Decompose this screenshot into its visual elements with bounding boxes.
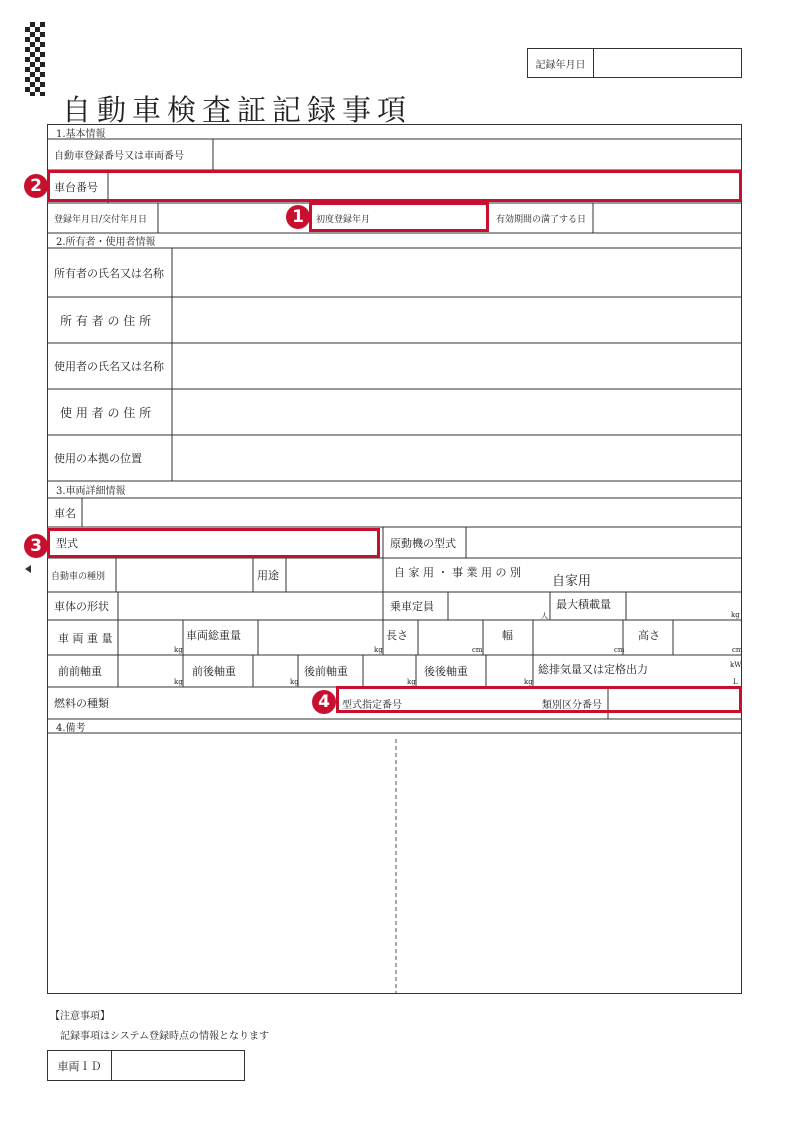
- owner-name-label: 所有者の氏名又は名称: [54, 266, 164, 280]
- displacement-label: 総排気量又は定格出力: [538, 663, 648, 676]
- unit-kg-rra: kg: [524, 678, 533, 686]
- callout-badge-2: 2: [24, 174, 48, 198]
- highlight-first-registration: [309, 202, 489, 232]
- section-owner: 2.所有者・使用者情報: [56, 237, 156, 248]
- vehicle-kind-label: 自動車の種別: [51, 571, 106, 582]
- user-address-label: 使 用 者 の 住 所: [60, 405, 152, 420]
- unit-cm-width: cm: [614, 646, 625, 654]
- notes-text: 記録事項はシステム登録時点の情報となります: [60, 1031, 269, 1042]
- highlight-type-designation: [336, 686, 742, 713]
- callout-badge-1: 1: [286, 205, 310, 229]
- private-business-label: 自 家 用 ・ 事 業 用 の 別: [394, 566, 521, 579]
- section-vehicle: 3.車両詳細情報: [56, 486, 126, 497]
- front-rear-axle-label: 前後軸重: [192, 665, 236, 678]
- unit-kw: kW: [730, 661, 742, 669]
- length-label: 長さ: [386, 629, 408, 642]
- unit-kg-weight: kg: [174, 646, 183, 654]
- highlight-model: [47, 528, 380, 558]
- record-date-label: 記録年月日: [528, 49, 594, 77]
- callout-badge-4: 4: [312, 690, 336, 714]
- unit-kg-gross: kg: [374, 646, 383, 654]
- height-label: 高さ: [638, 629, 660, 642]
- type-designation-label: 型式指定番号: [342, 699, 402, 711]
- max-load-label: 最大積載量: [556, 598, 611, 611]
- expiry-label: 有効期間の満了する日: [496, 214, 587, 225]
- unit-kg-rfa: kg: [407, 678, 416, 686]
- model-label: 型式: [56, 536, 78, 550]
- user-name-label: 使用者の氏名又は名称: [54, 360, 164, 373]
- record-date-value[interactable]: [595, 49, 741, 77]
- first-reg-label: 初度登録年月: [316, 214, 371, 225]
- base-location-label: 使用の本拠の位置: [54, 452, 142, 465]
- section-remarks: 4.備考: [56, 722, 86, 734]
- highlight-chassis-number: [47, 170, 742, 202]
- reg-date-label: 登録年月日/交付年月日: [54, 214, 148, 225]
- vehicle-id-label: 車両ＩＤ: [48, 1051, 112, 1080]
- vehicle-weight-label: 車 両 重 量: [58, 631, 113, 645]
- category-label: 類別区分番号: [542, 699, 602, 711]
- unit-kg-fra: kg: [290, 678, 299, 686]
- page-title: 自動車検査証記録事項: [62, 93, 413, 127]
- rear-rear-axle-label: 後後軸重: [424, 665, 468, 678]
- use-label: 用途: [257, 569, 279, 582]
- fuel-label: 燃料の種類: [54, 697, 109, 710]
- unit-l: L: [733, 678, 738, 686]
- record-date-box: [527, 48, 742, 78]
- unit-cm-length: cm: [472, 646, 483, 654]
- unit-kg-ffa: kg: [174, 678, 183, 686]
- private-business-value: 自家用: [552, 573, 592, 589]
- owner-address-label: 所 有 者 の 住 所: [60, 313, 152, 328]
- callout-badge-3: 3: [24, 534, 48, 558]
- vehicle-id-value[interactable]: [113, 1051, 244, 1080]
- margin-arrow-icon: [25, 565, 31, 573]
- vehicle-name-label: 車名: [54, 506, 76, 520]
- main-form: [47, 124, 742, 994]
- capacity-label: 乗車定員: [390, 600, 434, 613]
- section-basic: 1.基本情報: [56, 128, 106, 140]
- unit-person: 人: [541, 612, 548, 620]
- width-label: 幅: [502, 629, 513, 642]
- unit-kg-load: kg: [731, 611, 740, 619]
- notes-title: 【注意事項】: [50, 1011, 110, 1022]
- unit-cm-height: cm: [732, 646, 743, 654]
- reg-number-label: 自動車登録番号又は車両番号: [54, 151, 184, 162]
- front-front-axle-label: 前前軸重: [58, 665, 102, 678]
- registration-mark: [25, 22, 45, 96]
- gross-weight-label: 車両総重量: [186, 629, 241, 642]
- vehicle-id-box: [47, 1050, 245, 1081]
- rear-front-axle-label: 後前軸重: [304, 665, 348, 678]
- engine-model-label: 原動機の型式: [390, 536, 456, 550]
- body-shape-label: 車体の形状: [54, 600, 109, 613]
- chassis-number-label: 車台番号: [54, 180, 98, 194]
